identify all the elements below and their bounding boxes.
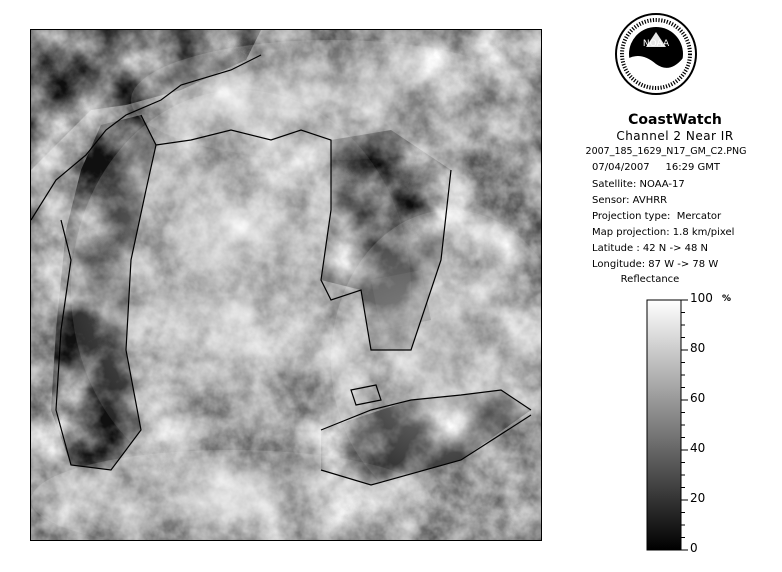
info-label: Longitude: — [592, 259, 646, 270]
colorbar-title: Reflectance — [620, 274, 680, 285]
acquisition-date: 07/04/2007 — [592, 162, 650, 173]
colorbar-unit: % — [722, 294, 732, 304]
colorbar-ticks — [681, 300, 688, 550]
noaa-logo — [614, 12, 698, 96]
tick-label-80: 80 — [690, 341, 706, 355]
acquisition-time: 16:29 GMT — [665, 162, 721, 173]
info-label: Satellite: — [592, 179, 637, 190]
info-value: 42 N -> 48 N — [642, 243, 709, 254]
info-map-projection — [592, 227, 734, 238]
info-label: Sensor: — [592, 195, 630, 206]
info-label: Latitude : — [592, 243, 640, 254]
info-value: AVHRR — [632, 195, 668, 206]
noaa-logo-text: NOAA — [642, 39, 670, 49]
channel-label: Channel 2 Near IR — [616, 129, 734, 143]
brand-title: CoastWatch — [628, 112, 722, 128]
image-filename: 2007_185_1629_N17_GM_C2.PNG — [585, 146, 747, 157]
info-value: 1.8 km/pixel — [672, 227, 735, 238]
info-latitude — [592, 243, 708, 254]
info-label: Map projection: — [592, 227, 670, 238]
info-value: Mercator — [676, 211, 722, 222]
tick-label-40: 40 — [690, 441, 706, 455]
info-projection-type — [592, 211, 721, 222]
colorbar — [646, 291, 718, 556]
colorbar-svg — [646, 296, 718, 556]
colorbar-gradient — [647, 300, 681, 550]
info-label: Projection type: — [592, 211, 671, 222]
info-value: 87 W -> 78 W — [648, 259, 719, 270]
acquisition-datetime — [592, 162, 720, 173]
tick-label-20: 20 — [690, 491, 706, 505]
satellite-image — [30, 29, 542, 541]
tick-label-0: 0 — [690, 541, 698, 555]
tick-label-60: 60 — [690, 391, 706, 405]
noaa-logo-icon — [614, 12, 698, 96]
info-value: NOAA-17 — [639, 179, 685, 190]
info-satellite — [592, 179, 685, 190]
info-sensor — [592, 195, 667, 206]
tick-label-100: 100 — [690, 291, 713, 305]
satellite-scene-svg — [31, 30, 542, 541]
info-longitude — [592, 259, 718, 270]
